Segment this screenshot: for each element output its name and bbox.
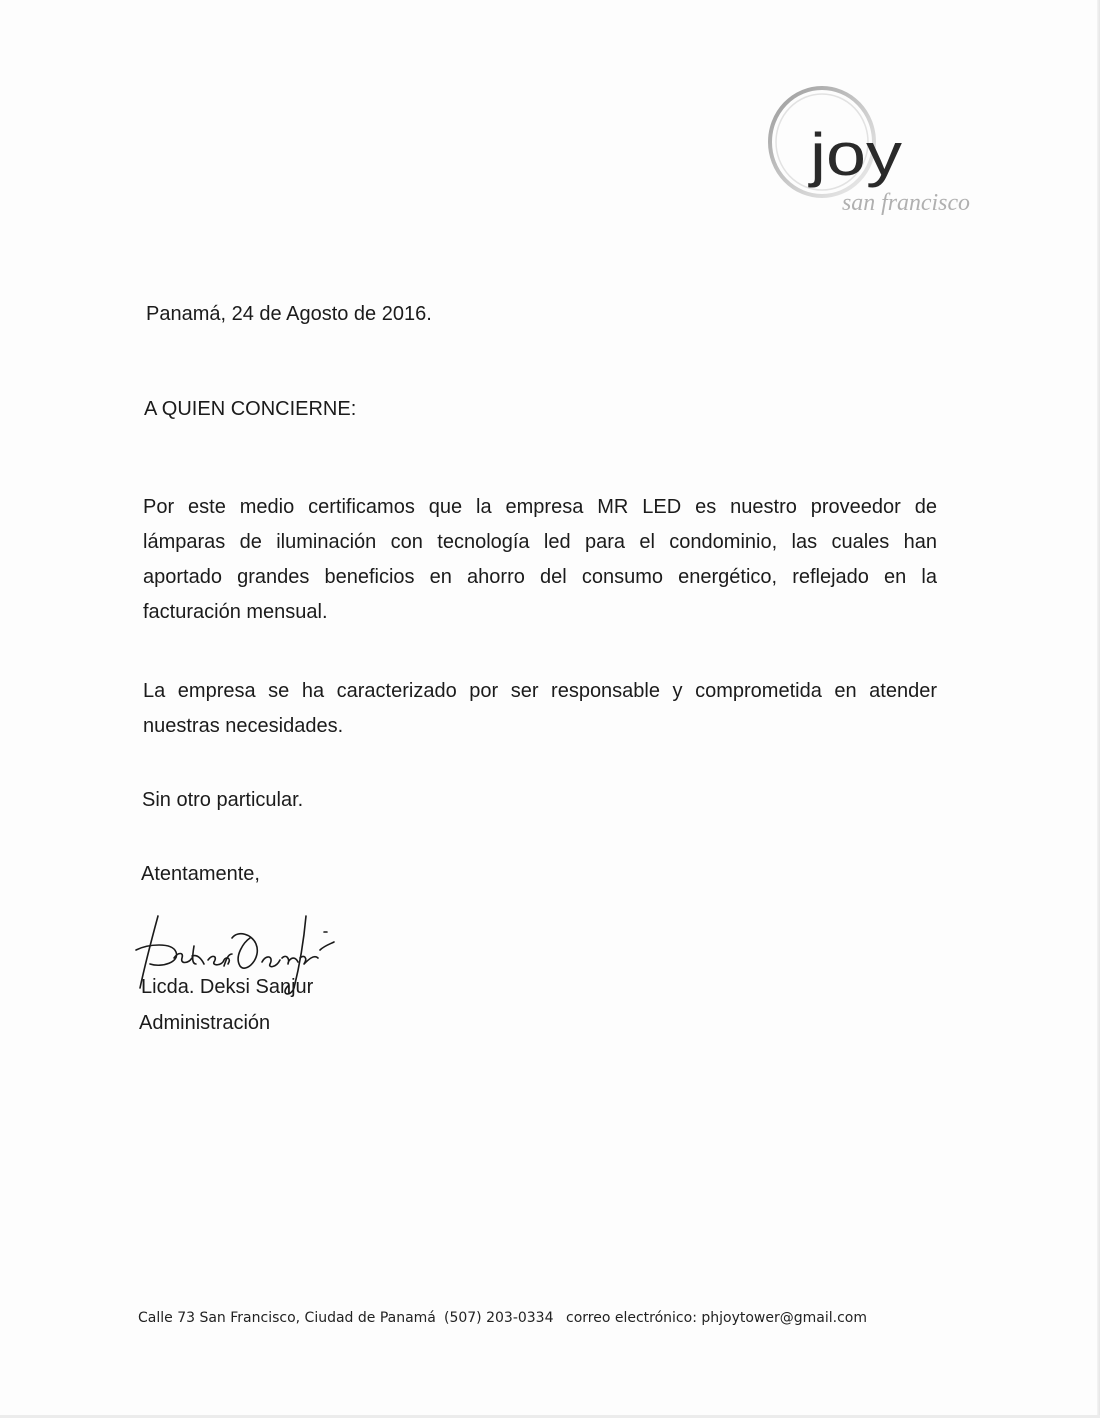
letter-salutation: A QUIEN CONCIERNE: xyxy=(144,398,357,420)
body-paragraph-2 xyxy=(143,674,937,744)
signer-name: Licda. Deksi Sanjur xyxy=(141,976,314,998)
paragraph-line: La empresa se ha caracterizado por ser responsable y comprometida en atender xyxy=(143,680,937,702)
joy-san-francisco-logo xyxy=(760,80,980,220)
letter-regards: Atentamente, xyxy=(141,863,260,885)
paragraph-line: lámparas de iluminación con tecnología led para el condominio, las cuales han xyxy=(143,531,937,553)
paragraph-line: nuestras necesidades. xyxy=(143,715,344,737)
paragraph-line: facturación mensual. xyxy=(143,601,328,623)
footer-address: Calle 73 San Francisco, Ciudad de Panamá xyxy=(138,1310,436,1326)
footer-phone: (507) 203-0334 xyxy=(444,1310,554,1326)
letter-date: Panamá, 24 de Agosto de 2016. xyxy=(146,303,432,325)
paragraph-line: aportado grandes beneficios en ahorro del consumo energético, reflejado en la xyxy=(143,566,937,588)
signer-role: Administración xyxy=(139,1012,271,1034)
logo-tagline-text: san francisco xyxy=(842,190,970,216)
logo-brand-text: joy xyxy=(807,121,902,188)
body-paragraph-1 xyxy=(143,490,937,630)
letter-closing: Sin otro particular. xyxy=(142,789,304,811)
footer-email: correo electrónico: phjoytower@gmail.com xyxy=(566,1310,867,1326)
paragraph-line: Por este medio certificamos que la empresa MR LED es nuestro proveedor de xyxy=(143,496,937,518)
